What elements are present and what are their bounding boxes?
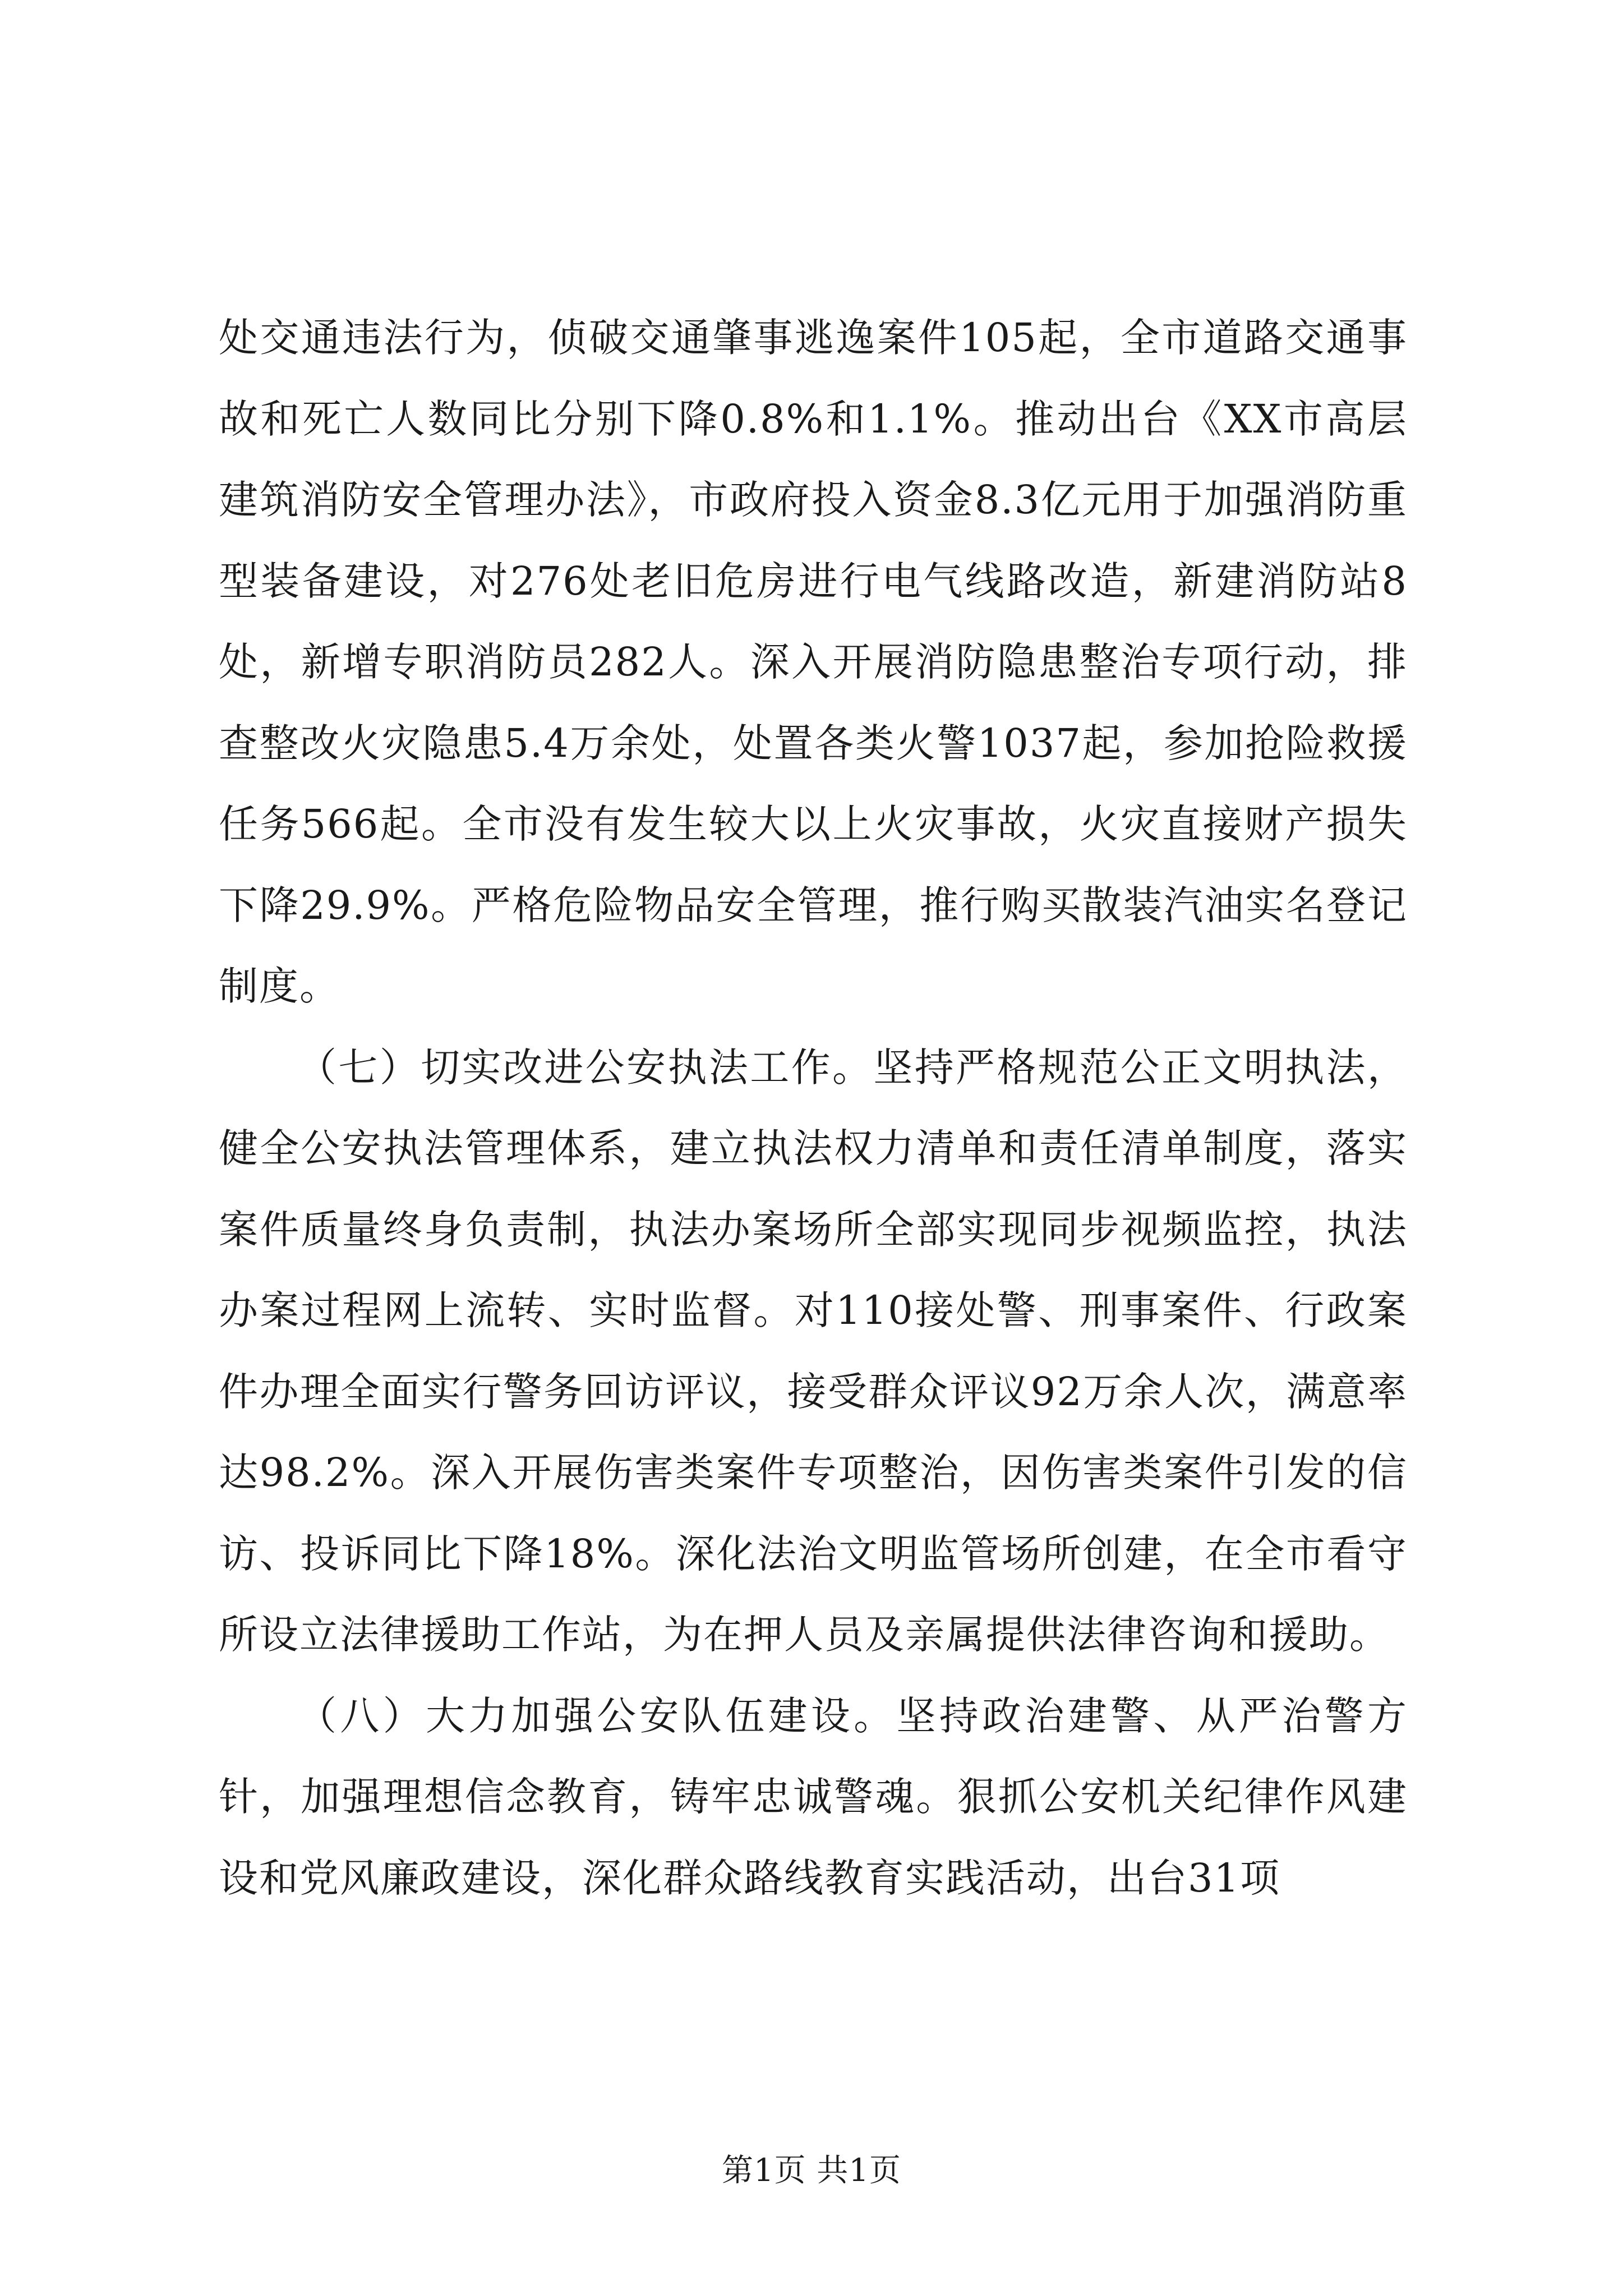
paragraph-traffic-fire-safety: 处交通违法行为，侦破交通肇事逃逸案件105起，全市道路交通事故和死亡人数同比分别下降0.8%和1.1%。推动出台《XX市高层建筑消防安全管理办法》，市政府投入资金8.3亿元用于加强消防重型装备建设，对276处老旧危房进行电气线路改造，新建消防站8处，新增专职消防员282人。深入开展消防隐患整治专项行动，排查整改火灾隐患5.4万余处，处置各类火警1037起，参加抢险救援任务566起。全市没有发生较大以上火灾事故，火灾直接财产损失下降29.9%。严格危险物品安全管理，推行购买散装汽油实名登记制度。 [219,315,1408,1009]
page-footer: 第1页 共1页 [721,2152,902,2189]
document-body [219,297,1408,1918]
paragraph-team-building: （八）大力加强公安队伍建设。坚持政治建警、从严治警方针，加强理想信念教育，铸牢忠诚警魂。狠抓公安机关纪律作风建设和党风廉政建设，深化群众路线教育实践活动，出台31项 [219,1692,1408,1901]
paragraph-law-enforcement: （七）切实改进公安执法工作。坚持严格规范公正文明执法，健全公安执法管理体系，建立执法权力清单和责任清单制度，落实案件质量终身负责制，执法办案场所全部实现同步视频监控，执法办案过程网上流转、实时监督。对110接处警、刑事案件、行政案件办理全面实行警务回访评议，接受群众评议92万余人次，满意率达98.2%。深入开展伤害类案件专项整治，因伤害类案件引发的信访、投诉同比下降18%。深化法治文明监管场所创建，在全市看守所设立法律援助工作站，为在押人员及亲属提供法律咨询和援助。 [219,1044,1408,1658]
